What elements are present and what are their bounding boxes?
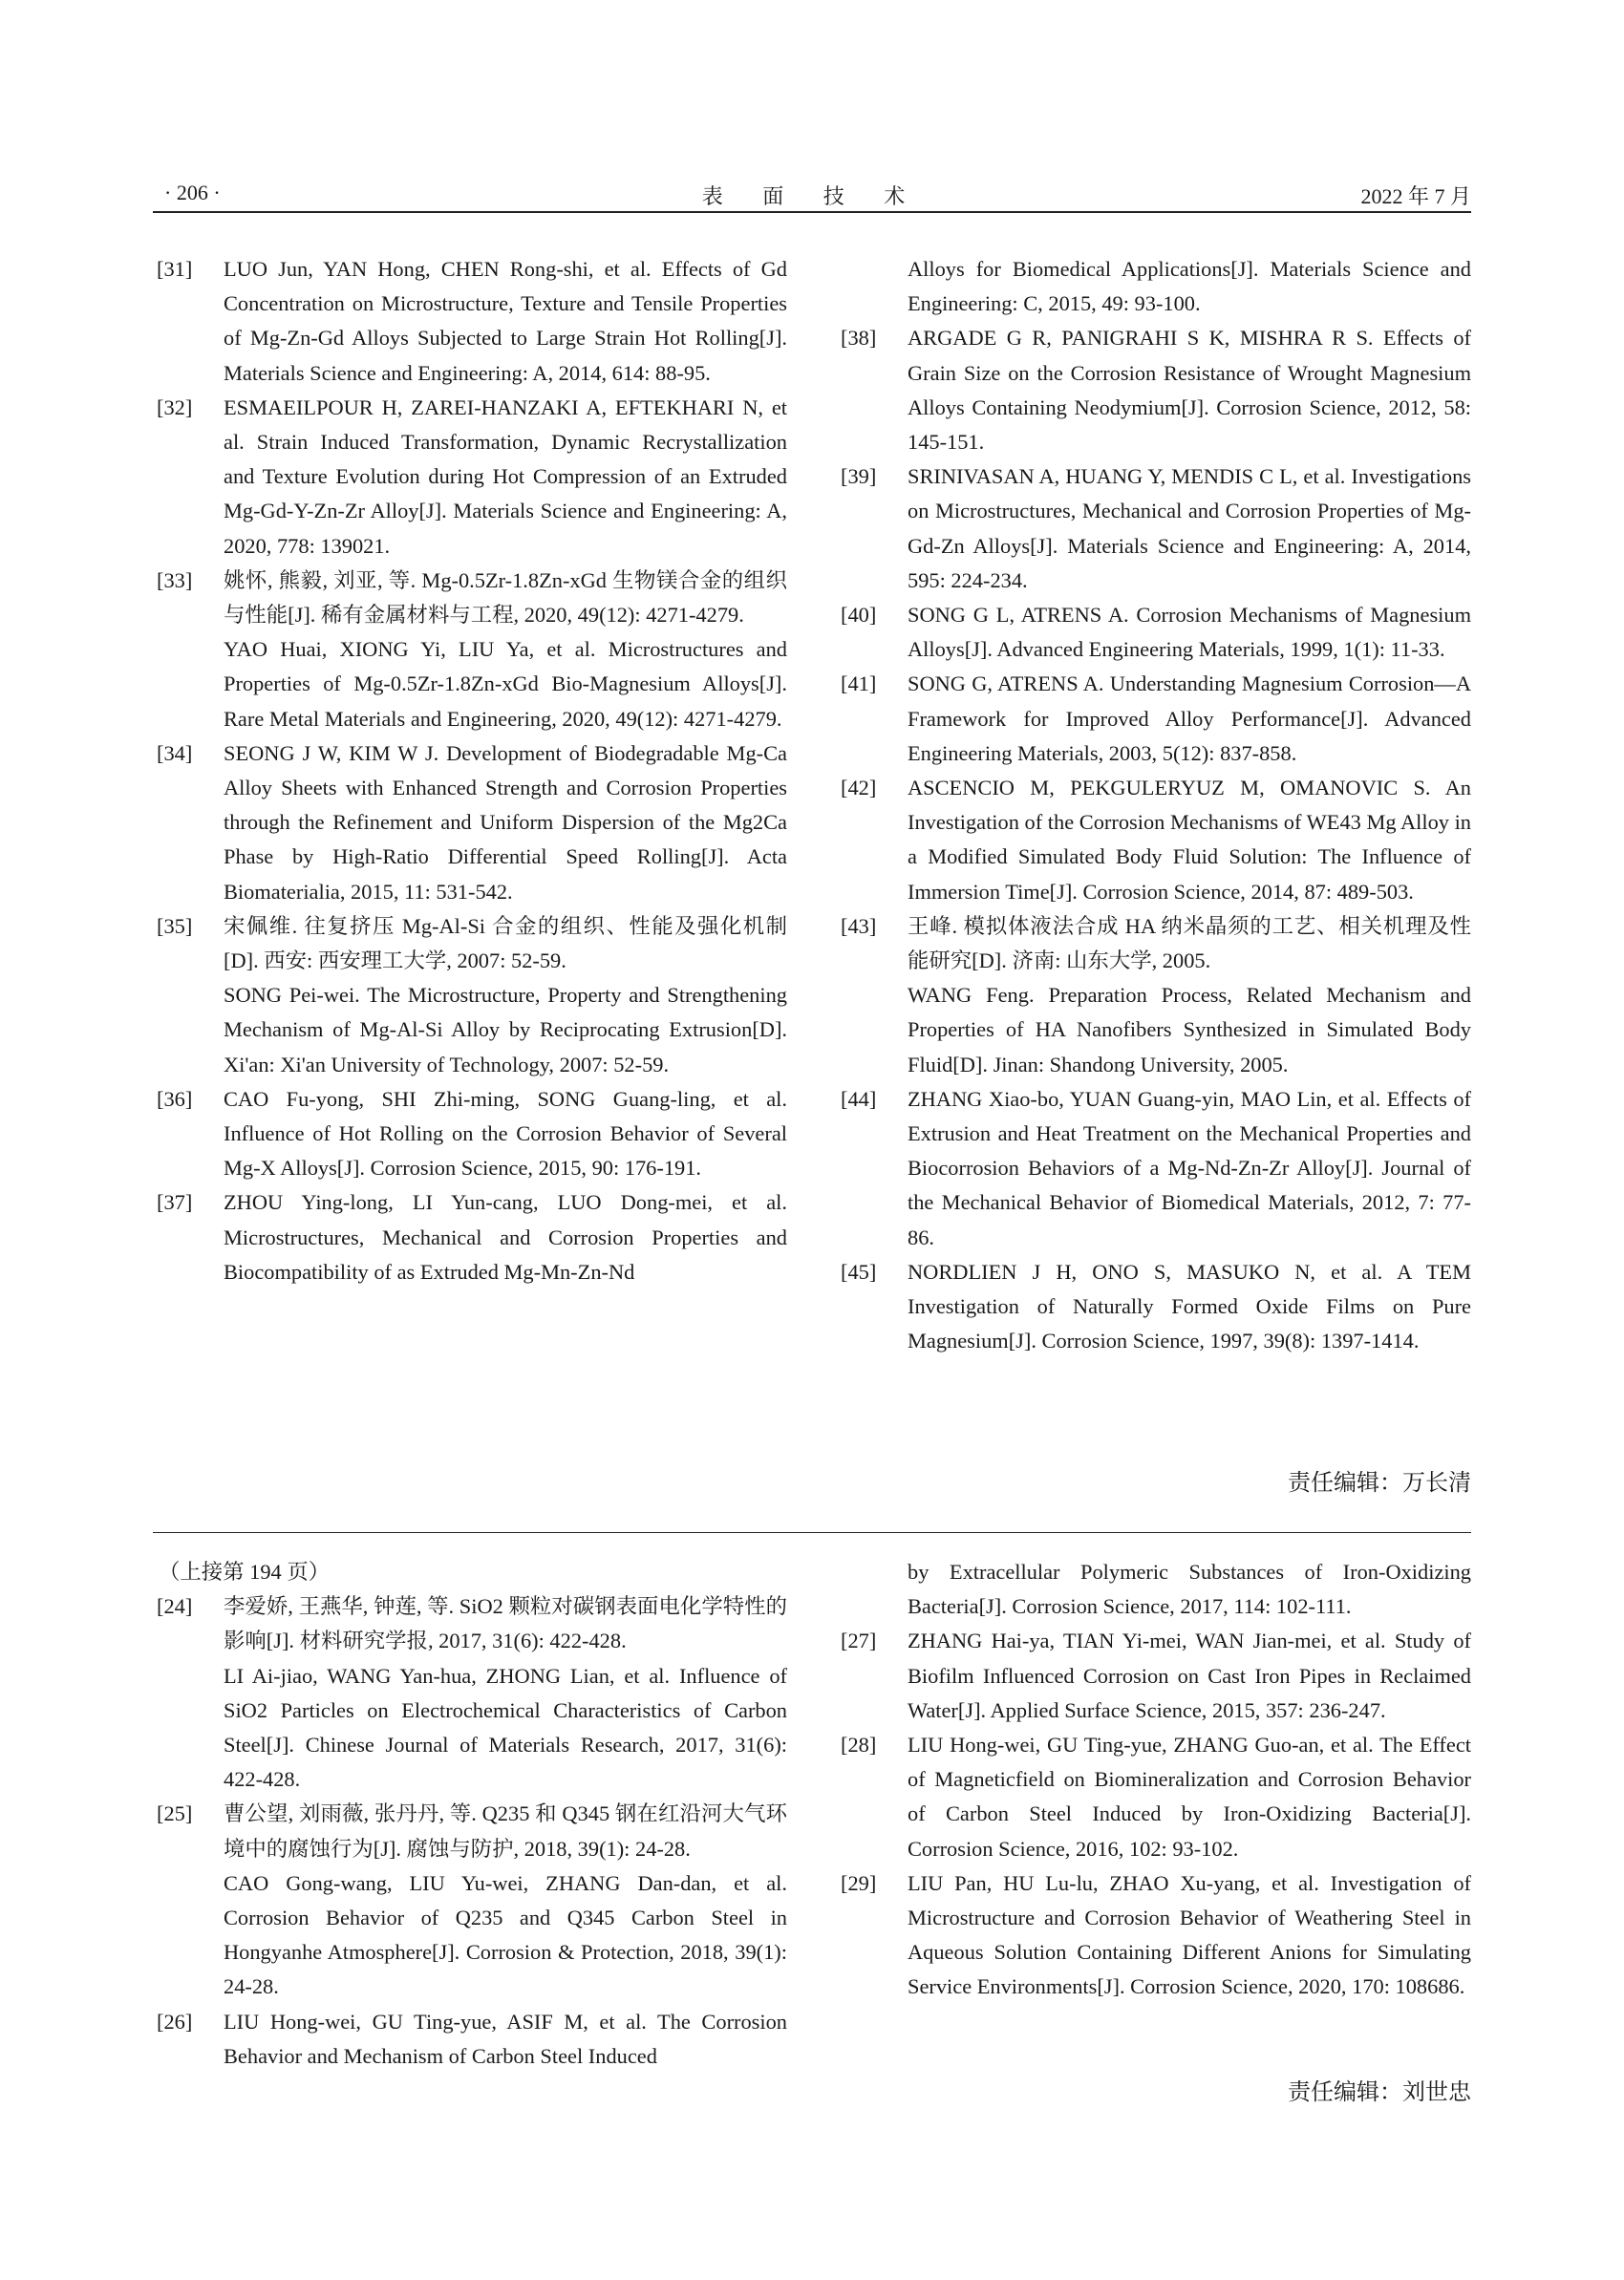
reference-text: ESMAEILPOUR H, ZAREI-HANZAKI A, EFTEKHARI N, et al. Strain Induced Transformation, Dynamic Recrystallization and Texture Evolution during Hot Compression of an Extruded Mg-Gd-Y-Zn-Zr Alloy[J]. Materials Science and Engineering: A, 2020, 778: 139021. <box>224 394 787 558</box>
reference-text: SRINIVASAN A, HUANG Y, MENDIS C L, et al. Investigations on Microstructures, Mechanical and Corrosion Properties of Mg-Gd-Zn Alloys[J]. Materials Science and Engineering: A, 2014, 595: 224-234. <box>908 464 1471 592</box>
reference-text: ASCENCIO M, PEKGULERYUZ M, OMANOVIC S. An Investigation of the Corrosion Mechanisms of WE43 Mg Alloy in a Modified Simulated Body Fluid Solution: The Influence of Immersion Time[J]. Corrosion Science, 2014, 87: 489-503. <box>908 776 1471 904</box>
issue-date: 2022 年 7 月 <box>1360 184 1471 208</box>
reference-item <box>841 459 1471 598</box>
reference-number: [31] <box>157 257 193 281</box>
reference-number: [39] <box>841 464 877 489</box>
reference-body <box>224 391 787 564</box>
reference-body <box>224 1082 787 1186</box>
reference-body <box>224 2005 787 2074</box>
reference-body <box>224 1185 787 1289</box>
reference-item <box>841 1728 1471 1866</box>
reference-text: LUO Jun, YAN Hong, CHEN Rong-shi, et al. Effects of Gd Concentration on Microstructure, Texture and Tensile Properties of Mg-Zn-Gd Alloys Subjected to Large Strain Hot Rolling[J]. Materials Science and Engineering: A, 2014, 614: 88-95. <box>224 257 787 385</box>
reference-english-text: WANG Feng. Preparation Process, Related Mechanism and Properties of HA Nanofibers Synthesized in Simulated Body Fluid[D]. Jinan: Shandong University, 2005. <box>908 983 1471 1076</box>
reference-item <box>157 391 787 564</box>
reference-body <box>908 1082 1471 1255</box>
page-header <box>153 177 1471 213</box>
reference-item <box>157 736 787 909</box>
reference-english-text: LI Ai-jiao, WANG Yan-hua, ZHONG Lian, et al. Influence of SiO2 Particles on Electrochemical Characteristics of Carbon Steel[J]. Chinese Journal of Materials Research, 2017, 31(6): 422-428. <box>224 1663 787 1792</box>
reference-item <box>841 771 1471 909</box>
bottom-left-column <box>157 1555 787 2074</box>
reference-number: [34] <box>157 740 193 765</box>
reference-number: [41] <box>841 671 877 696</box>
reference-continuation: by Extracellular Polymeric Substances of Iron-Oxidizing Bacteria[J]. Corrosion Science, 2017, 114: 102-111. <box>908 1560 1471 1619</box>
reference-number: [35] <box>157 913 193 938</box>
reference-english-text: CAO Gong-wang, LIU Yu-wei, ZHANG Dan-dan, et al. Corrosion Behavior of Q235 and Q345 Carbon Steel in Hongyanhe Atmosphere[J]. Corrosion & Protection, 2018, 39(1): 24-28. <box>224 1870 787 1999</box>
page-number: · 206 · <box>164 181 221 204</box>
reference-text: LIU Pan, HU Lu-lu, ZHAO Xu-yang, et al. Investigation of Microstructure and Corrosion Behavior of Weathering Steel in Aqueous Solution Containing Different Anions for Simulating Service Environments[J]. Corrosion Science, 2020, 170: 108686. <box>908 1870 1471 1999</box>
reference-item <box>841 667 1471 771</box>
reference-text: ZHANG Hai-ya, TIAN Yi-mei, WAN Jian-mei, et al. Study of Biofilm Influenced Corrosion on Cast Iron Pipes in Reclaimed Water[J]. Applied Surface Science, 2015, 357: 236-247. <box>908 1629 1471 1722</box>
continued-from-label: （上接第 194 页） <box>159 1560 331 1584</box>
reference-body <box>224 1797 787 2004</box>
reference-body <box>908 1624 1471 1728</box>
reference-number: [43] <box>841 913 877 938</box>
reference-item <box>157 1797 787 2004</box>
reference-body <box>908 1866 1471 2005</box>
reference-number: [40] <box>841 603 877 628</box>
reference-english-text: SONG Pei-wei. The Microstructure, Property and Strengthening Mechanism of Mg-Al-Si Alloy by Reciprocating Extrusion[D]. Xi'an: Xi'an University of Technology, 2007: 52-59. <box>224 983 787 1076</box>
reference-body <box>224 736 787 909</box>
journal-title: 表 面 技 术 <box>701 184 923 208</box>
reference-text: ARGADE G R, PANIGRAHI S K, MISHRA R S. Effects of Grain Size on the Corrosion Resistance of Wrought Magnesium Alloys Containing Neodymium[J]. Corrosion Science, 2012, 58: 145-151. <box>908 326 1471 455</box>
reference-item <box>841 1866 1471 2005</box>
reference-text: SEONG J W, KIM W J. Development of Biodegradable Mg-Ca Alloy Sheets with Enhanced Strength and Corrosion Properties through the Refinement and Uniform Dispersion of the Mg2Ca Phase by High-Ratio Differential Speed Rolling[J]. Acta Biomaterialia, 2015, 11: 531-542. <box>224 740 787 904</box>
reference-number: [27] <box>841 1629 877 1653</box>
reference-number: [24] <box>157 1594 193 1619</box>
reference-body <box>224 909 787 1082</box>
reference-item <box>157 1185 787 1289</box>
reference-body <box>908 771 1471 909</box>
top-left-column <box>157 252 787 1289</box>
reference-body <box>224 564 787 736</box>
reference-number: [45] <box>841 1259 877 1284</box>
reference-text: ZHOU Ying-long, LI Yun-cang, LUO Dong-mei, et al. Microstructures, Mechanical and Corrosion Properties and Biocompatibility of as Extruded Mg-Mn-Zn-Nd <box>224 1190 787 1284</box>
section-divider <box>153 1532 1471 1533</box>
reference-number: [36] <box>157 1086 193 1111</box>
reference-text: 姚怀, 熊毅, 刘亚, 等. Mg-0.5Zr-1.8Zn-xGd 生物镁合金的组织与性能[J]. 稀有金属材料与工程, 2020, 49(12): 4271-4279. <box>224 567 787 628</box>
reference-number: [26] <box>157 2009 193 2034</box>
reference-body <box>908 598 1471 667</box>
reference-body <box>908 909 1471 1082</box>
top-right-column <box>841 252 1471 1359</box>
reference-number: [42] <box>841 776 877 800</box>
reference-item <box>157 252 787 391</box>
reference-item <box>841 1255 1471 1359</box>
reference-body <box>224 252 787 391</box>
reference-number: [37] <box>157 1190 193 1215</box>
reference-number: [33] <box>157 567 193 592</box>
reference-text: SONG G, ATRENS A. Understanding Magnesium Corrosion—A Framework for Improved Alloy Performance[J]. Advanced Engineering Materials, 2003, 5(12): 837-858. <box>908 671 1471 765</box>
reference-number: [32] <box>157 394 193 419</box>
editor-credit-bottom: 责任编辑：刘世忠 <box>1288 2080 1471 2105</box>
reference-item <box>157 2005 787 2074</box>
reference-english-text: YAO Huai, XIONG Yi, LIU Ya, et al. Microstructures and Properties of Mg-0.5Zr-1.8Zn-xGd Bio-Magnesium Alloys[J]. Rare Metal Materials and Engineering, 2020, 49(12): 4271-4279. <box>224 637 787 731</box>
reference-item <box>157 564 787 736</box>
reference-text: 王峰. 模拟体液法合成 HA 纳米晶须的工艺、相关机理及性能研究[D]. 济南: 山东大学, 2005. <box>908 913 1471 973</box>
reference-body <box>908 459 1471 598</box>
reference-body <box>224 1589 787 1797</box>
reference-continuation: Alloys for Biomedical Applications[J]. Materials Science and Engineering: C, 2015, 49: 93-100. <box>908 257 1471 316</box>
bottom-right-column <box>841 1555 1471 2005</box>
reference-body <box>908 321 1471 459</box>
reference-body <box>908 667 1471 771</box>
reference-item <box>841 1082 1471 1255</box>
reference-number: [44] <box>841 1086 877 1111</box>
reference-item <box>157 1082 787 1186</box>
reference-item <box>157 1589 787 1797</box>
reference-text: 宋佩维. 往复挤压 Mg-Al-Si 合金的组织、性能及强化机制[D]. 西安: 西安理工大学, 2007: 52-59. <box>224 913 787 973</box>
reference-body <box>908 1728 1471 1866</box>
reference-item <box>841 909 1471 1082</box>
editor-credit-top: 责任编辑：万长清 <box>1288 1471 1471 1496</box>
reference-number: [28] <box>841 1733 877 1758</box>
reference-item <box>841 321 1471 459</box>
reference-item <box>841 598 1471 667</box>
reference-text: NORDLIEN J H, ONO S, MASUKO N, et al. A TEM Investigation of Naturally Formed Oxide Films on Pure Magnesium[J]. Corrosion Science, 1997, 39(8): 1397-1414. <box>908 1259 1471 1353</box>
reference-text: SONG G L, ATRENS A. Corrosion Mechanisms of Magnesium Alloys[J]. Advanced Engineering Materials, 1999, 1(1): 11-33. <box>908 603 1471 662</box>
reference-number: [25] <box>157 1801 193 1826</box>
reference-text: LIU Hong-wei, GU Ting-yue, ZHANG Guo-an, et al. The Effect of Magneticfield on Biomineralization and Corrosion Behavior of Carbon Steel Induced by Iron-Oxidizing Bacteria[J]. Corrosion Science, 2016, 102: 93-102. <box>908 1733 1471 1861</box>
reference-item <box>157 909 787 1082</box>
reference-text: ZHANG Xiao-bo, YUAN Guang-yin, MAO Lin, et al. Effects of Extrusion and Heat Treatment on the Mechanical Properties and Biocorrosion Behaviors of a Mg-Nd-Zn-Zr Alloy[J]. Journal of the Mechanical Behavior of Biomedical Materials, 2012, 7: 77-86. <box>908 1086 1471 1249</box>
reference-item <box>841 1624 1471 1728</box>
reference-text: 曹公望, 刘雨薇, 张丹丹, 等. Q235 和 Q345 钢在红沿河大气环境中的腐蚀行为[J]. 腐蚀与防护, 2018, 39(1): 24-28. <box>224 1801 787 1861</box>
reference-text: 李爱娇, 王燕华, 钟莲, 等. SiO2 颗粒对碳钢表面电化学特性的影响[J]. 材料研究学报, 2017, 31(6): 422-428. <box>224 1594 787 1653</box>
reference-number: [38] <box>841 326 877 351</box>
reference-number: [29] <box>841 1870 877 1895</box>
reference-text: CAO Fu-yong, SHI Zhi-ming, SONG Guang-ling, et al. Influence of Hot Rolling on the Corrosion Behavior of Several Mg-X Alloys[J]. Corrosion Science, 2015, 90: 176-191. <box>224 1086 787 1181</box>
reference-body <box>908 1255 1471 1359</box>
reference-text: LIU Hong-wei, GU Ting-yue, ASIF M, et al. The Corrosion Behavior and Mechanism of Carbon Steel Induced <box>224 2009 787 2068</box>
